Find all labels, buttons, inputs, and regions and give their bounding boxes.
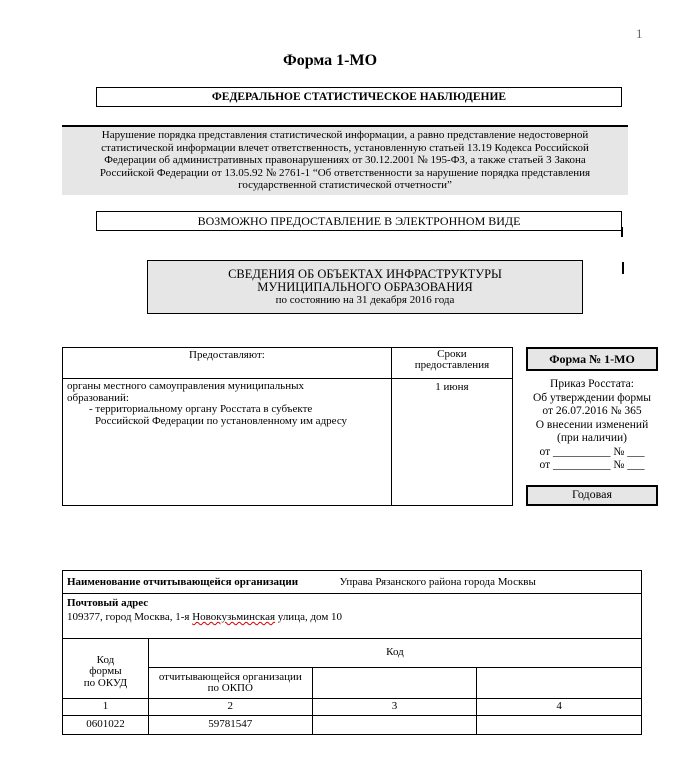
code-col-3-value <box>312 716 477 735</box>
column-number: 4 <box>477 699 642 716</box>
form-title: Форма 1-МО <box>282 52 378 69</box>
providers-body <box>63 379 392 506</box>
form-number-box: Форма № 1-МО <box>526 347 658 371</box>
okpo-header <box>148 668 312 699</box>
warning-line: государственной статистической отчетности” <box>238 179 452 191</box>
code-header: Код <box>148 639 641 668</box>
org-name-row <box>63 571 642 594</box>
warning-line: Нарушение порядка представления статистической информации, а равно представление недостоверной <box>101 129 589 141</box>
deadline-header-line1: Сроки <box>437 348 467 360</box>
postal-value <box>67 610 637 624</box>
okpo-line: по ОКПО <box>207 682 253 694</box>
report-title-box <box>147 260 583 314</box>
federal-header: ФЕДЕРАЛЬНОЕ СТАТИСТИЧЕСКОЕ НАБЛЮДЕНИЕ <box>96 87 622 107</box>
legal-warning <box>62 125 628 195</box>
okud-line: формы <box>89 665 122 678</box>
postal-value-part: 109377, город Москва, 1-я <box>67 611 193 623</box>
providers-header: Предоставляют: <box>63 348 392 379</box>
warning-line: Федерации об административных правонарушениях от 30.12.2001 № 195-ФЗ, а также статьей 3 Закона <box>104 154 586 166</box>
deadline-header-line2: предоставления <box>414 359 490 371</box>
postal-value-misspelled: Новокузьминская <box>192 611 276 623</box>
deadline-value: 1 июня <box>391 379 512 506</box>
okpo-code-value: 59781547 <box>148 716 312 735</box>
postal-label: Почтовый адрес <box>67 597 149 609</box>
postal-address-row <box>63 594 642 639</box>
electronic-notice: ВОЗМОЖНО ПРЕДОСТАВЛЕНИЕ В ЭЛЕКТРОННОМ ВИДЕ <box>96 211 622 231</box>
org-name-label: Наименование отчитывающейся организации <box>67 576 299 588</box>
providers-line: органы местного самоуправления муниципальных <box>67 380 304 392</box>
report-title-line1: СВЕДЕНИЯ ОБ ОБЪЕКТАХ ИНФРАСТРУКТУРЫ <box>228 267 502 281</box>
order-line: от __________ № ___ <box>539 445 645 458</box>
column-number: 1 <box>63 699 149 716</box>
organization-table <box>62 570 642 735</box>
text-cursor-mark <box>622 262 624 274</box>
order-line: от __________ № ___ <box>539 459 645 471</box>
warning-line: Российской Федерации от 13.05.92 № 2761-1 “Об ответственности за нарушение порядка представления <box>99 166 591 179</box>
postal-value-part: улица, дом 10 <box>275 611 343 623</box>
report-title-line2: МУНИЦИПАЛЬНОГО ОБРАЗОВАНИЯ <box>257 280 473 294</box>
order-line: от 26.07.2016 № 365 <box>542 405 642 417</box>
providers-table <box>62 347 513 506</box>
okud-line: по ОКУД <box>83 676 128 689</box>
okud-line: Код <box>96 653 115 666</box>
text-cursor-mark <box>621 227 623 237</box>
providers-line: - территориальному органу Росстата в субъекте <box>89 403 313 415</box>
okud-code-value: 0601022 <box>63 716 149 735</box>
column-number: 2 <box>148 699 312 716</box>
okpo-line: отчитывающейся организации <box>158 670 302 683</box>
order-line: (при наличии) <box>557 432 627 444</box>
order-line: Об утверждении формы <box>532 391 652 404</box>
code-col-3-header <box>312 668 477 699</box>
code-col-4-value <box>477 716 642 735</box>
column-number: 3 <box>312 699 477 716</box>
order-line: Приказ Росстата: <box>550 378 634 390</box>
page-number: 1 <box>636 26 643 41</box>
order-info <box>522 378 662 473</box>
order-line: О внесении изменений <box>535 418 649 431</box>
providers-line: образований: <box>67 391 129 404</box>
warning-line: статистической информации влечет ответственность, установленную статьей 13.19 Кодекса Российской <box>101 141 589 154</box>
code-col-4-header <box>477 668 642 699</box>
report-date: по состоянию на 31 декабря 2016 года <box>275 294 455 306</box>
org-name-value: Управа Рязанского района города Москвы <box>339 576 536 588</box>
okud-code-header <box>63 639 149 699</box>
providers-line: Российской Федерации по установленному им адресу <box>95 414 348 427</box>
periodicity-box: Годовая <box>526 485 658 506</box>
deadline-header <box>391 348 512 379</box>
